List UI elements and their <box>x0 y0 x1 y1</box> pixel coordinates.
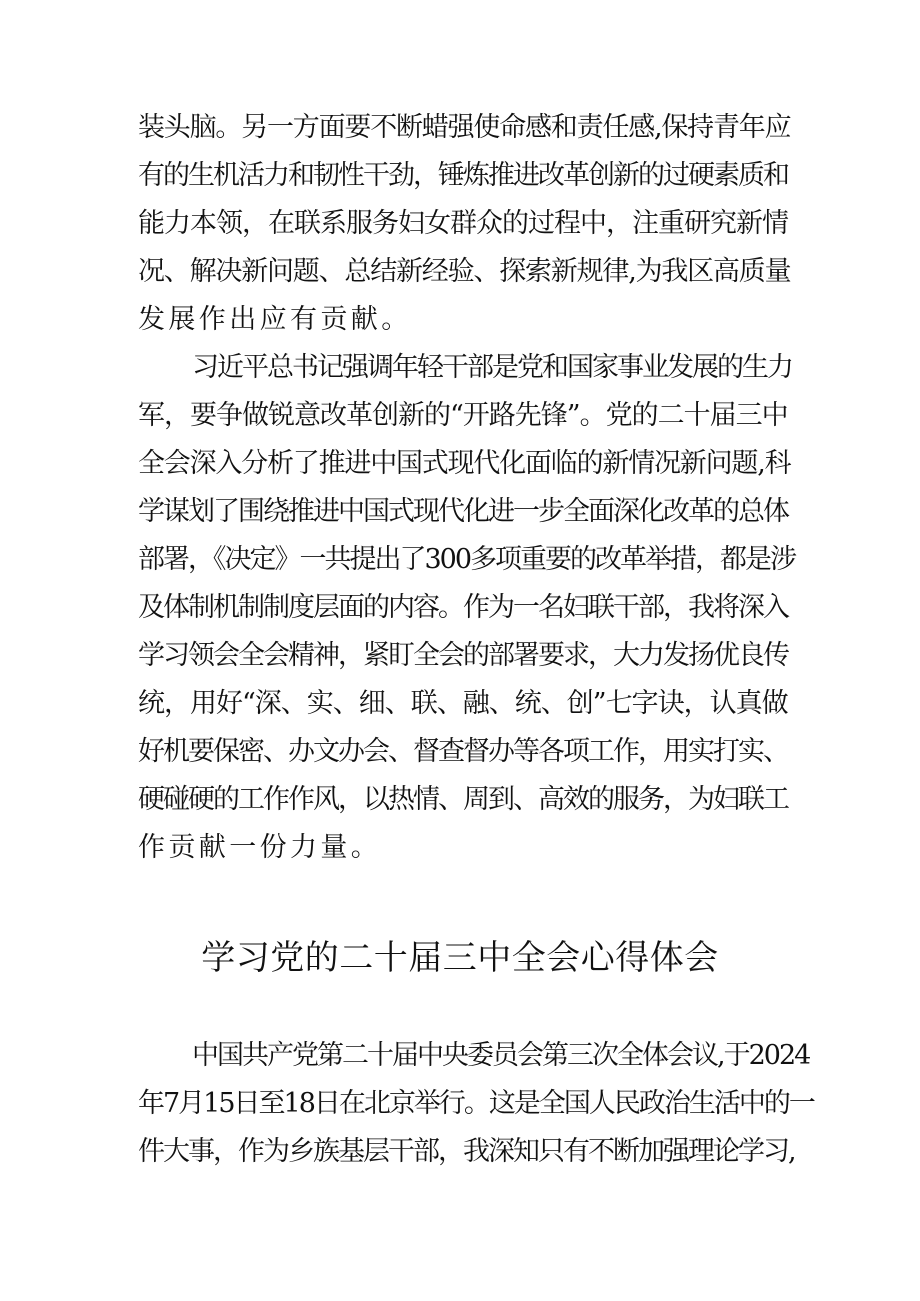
paragraph-1-line-4: 况、解决新问题、总结新经验、探索新规律,为我区高质量 <box>138 256 791 287</box>
paragraph-2-line-7: 学习领会全会精神，紧盯全会的部署要求，大力发扬优良传 <box>138 640 788 671</box>
paragraph-2-line-11: 作贡献一份力量。 <box>138 832 382 863</box>
paragraph-2-line-4: 学谋划了围绕推进中国式现代化进一步全面深化改革的总体 <box>138 496 788 527</box>
paragraph-2-line-1: 习近平总书记强调年轻干部是党和国家事业发展的生力 <box>192 352 792 383</box>
paragraph-1-line-2: 有的生机活力和韧性干劲，锤炼推进改革创新的过硬素质和 <box>138 160 788 191</box>
paragraph-2-line-9: 好机要保密、办文办会、督查督办等各项工作，用实打实、 <box>138 736 788 767</box>
paragraph-2-line-3: 全会深入分析了推进中国式现代化面临的新情况新问题,科 <box>138 448 791 479</box>
paragraph-2-line-2: 军，要争做锐意改革创新的“开路先锋”。党的二十届三中 <box>138 400 788 431</box>
paragraph-3-line-1: 中国共产党第二十届中央委员会第三次全体会议,于2024 <box>192 1040 810 1071</box>
paragraph-3-line-2: 年7月15日至18日在北京举行。这是全国人民政治生活中的一 <box>138 1088 814 1119</box>
paragraph-2-line-6: 及体制机制制度层面的内容。作为一名妇联干部，我将深入 <box>138 592 788 623</box>
paragraph-2-line-10: 硬碰硬的工作作风，以热情、周到、高效的服务，为妇联工 <box>138 784 788 815</box>
paragraph-1-line-1: 装头脑。另一方面要不断蜡强使命感和责任感,保持青年应 <box>138 112 791 143</box>
paragraph-2-line-5: 部署，《决定》一共提出了300多项重要的改革举措，都是涉 <box>138 544 796 575</box>
section-title: 学习党的二十届三中全会心得体会 <box>201 938 719 978</box>
paragraph-3-line-3: 件大事，作为乡族基层干部，我深知只有不断加强理论学习, <box>138 1136 795 1167</box>
paragraph-2-line-8: 统，用好“深、实、细、联、融、统、创”七字诀，认真做 <box>138 688 788 719</box>
paragraph-1-line-3: 能力本领，在联系服务妇女群众的过程中，注重研究新情 <box>138 208 788 239</box>
paragraph-1-line-5: 发展作出应有贡献。 <box>138 304 412 335</box>
